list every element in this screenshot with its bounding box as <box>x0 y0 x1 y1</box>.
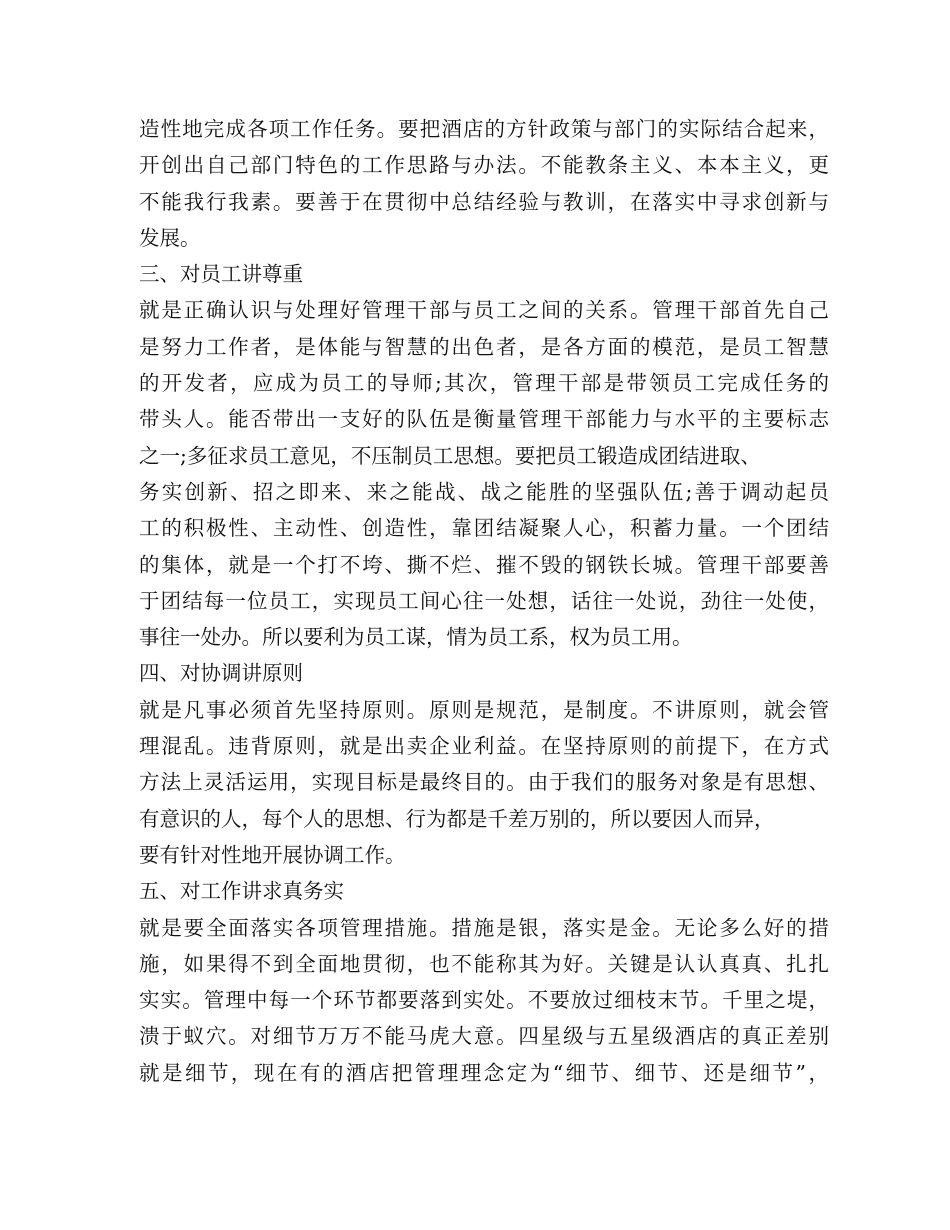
text-line: 带头人。能否带出一支好的队伍是衡量管理干部能力与水平的主要标志 <box>139 407 829 432</box>
text-line: 是努力工作者，是体能与智慧的出色者，是各方面的模范，是员工智慧 <box>139 334 829 359</box>
text-line: 施，如果得不到全面地贯彻，也不能称其为好。关键是认认真真、扎扎 <box>139 951 829 976</box>
text-line: 之一;多征求员工意见，不压制员工思想。要把员工锻造成团结进取、 <box>139 443 761 468</box>
text-line: 务实创新、招之即来、来之能战、战之能胜的坚强队伍;善于调动起员 <box>139 479 829 504</box>
text-line: 的集体，就是一个打不垮、撕不烂、摧不毁的钢铁长城。管理干部要善 <box>139 552 829 577</box>
text-line: 有意识的人，每个人的思想、行为都是千差万别的，所以要因人而异， <box>139 806 775 831</box>
text-line: 于团结每一位员工，实现员工间心往一处想，话往一处说，劲往一处使， <box>139 588 829 613</box>
text-line: 的开发者，应成为员工的导师;其次，管理干部是带领员工完成任务的 <box>139 371 829 396</box>
text-line: 工的积极性、主动性、创造性，靠团结凝聚人心，积蓄力量。一个团结 <box>139 516 829 541</box>
text-line: 造性地完成各项工作任务。要把酒店的方针政策与部门的实际结合起来， <box>139 117 829 141</box>
text-line: 就是细节，现在有的酒店把管理理念定为“细节、细节、还是细节”， <box>139 1060 829 1085</box>
text-line: 就是正确认识与处理好管理干部与员工之间的关系。管理干部首先自己 <box>139 298 829 323</box>
text-line: 不能我行我素。要善于在贯彻中总结经验与教训，在落实中寻求创新与 <box>139 189 829 214</box>
text-line: 发展。 <box>139 225 201 250</box>
text-line: 开创出自己部门特色的工作思路与办法。不能教条主义、本本主义，更 <box>139 153 829 178</box>
text-line: 实实。管理中每一个环节都要落到实处。不要放过细枝末节。千里之堤， <box>139 988 829 1013</box>
section-heading-5: 五、对工作讲求真务实 <box>139 879 344 904</box>
text-line: 溃于蚁穴。对细节万万不能马虎大意。四星级与五星级酒店的真正差别 <box>139 1024 829 1049</box>
text-line: 事往一处办。所以要利为员工谋，情为员工系，权为员工用。 <box>139 625 693 650</box>
section-heading-4: 四、对协调讲原则 <box>139 661 303 686</box>
section-heading-3: 三、对员工讲尊重 <box>139 262 303 287</box>
document-body <box>139 111 829 1091</box>
text-line: 要有针对性地开展协调工作。 <box>139 842 406 867</box>
text-line: 就是凡事必须首先坚持原则。原则是规范，是制度。不讲原则，就会管 <box>139 697 829 722</box>
text-line: 理混乱。违背原则，就是出卖企业利益。在坚持原则的前提下，在方式 <box>139 734 829 759</box>
text-line: 方法上灵活运用，实现目标是最终目的。由于我们的服务对象是有思想、 <box>139 770 829 795</box>
text-line: 就是要全面落实各项管理措施。措施是银，落实是金。无论多么好的措 <box>139 915 829 940</box>
